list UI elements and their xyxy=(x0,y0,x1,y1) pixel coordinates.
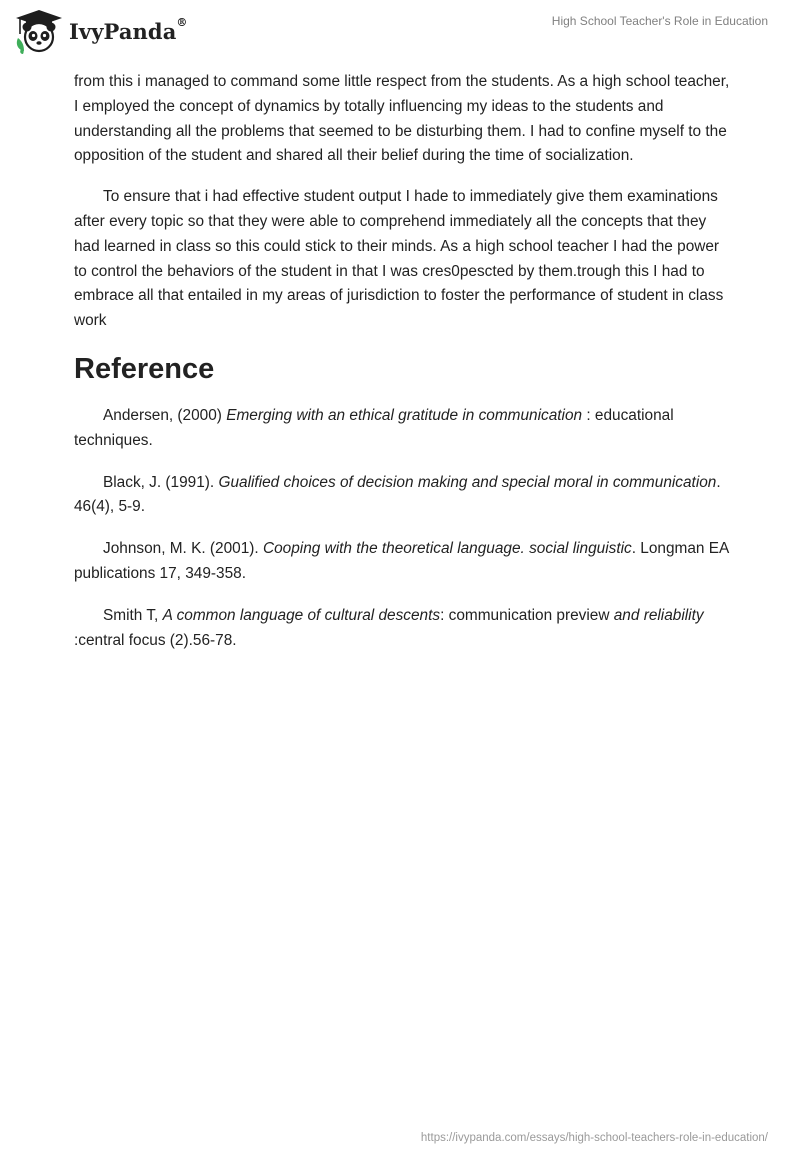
panda-graduation-cap-icon xyxy=(14,8,64,54)
body-paragraph: To ensure that i had effective student output I hade to immediately give them examinations after every topic so that they were able to comprehend immediately all the concepts that they had learned in class so this could stick to their minds. As a high school teacher I had the power to control the behaviors of the student in that I was cres0pescted by them.trough this I had to embrace all that entailed in my areas of jurisdiction to foster the performance of student in class work xyxy=(74,188,724,330)
reference-entry: Smith T, A common language of cultural descents: communication preview and reliability :central focus (2).56-78. xyxy=(74,606,704,649)
document-title: High School Teacher's Role in Education xyxy=(551,14,768,28)
reference-heading: Reference xyxy=(74,352,215,385)
source-url[interactable]: https://ivypanda.com/essays/high-school-teachers-role-in-education/ xyxy=(420,1132,768,1144)
reference-entry: Black, J. (1991). Gualified choices of decision making and special moral in communication. 46(4), 5-9. xyxy=(74,473,721,516)
reference-entry: Johnson, M. K. (2001). Cooping with the theoretical language. social linguistic. Longman EA publications 17, 349-358. xyxy=(74,540,729,582)
essay-content xyxy=(74,70,734,670)
ivypanda-logo[interactable] xyxy=(14,8,188,54)
reference-entry: Andersen, (2000) Emerging with an ethical gratitude in communication : educational techniques. xyxy=(74,406,674,449)
brand-name: IvyPanda® xyxy=(69,15,188,44)
body-paragraph: from this i managed to command some little respect from the students. As a high school teacher, I employed the concept of dynamics by totally influencing my ideas to the students and understanding all the problems that seemed to be disturbing them. I had to confine myself to the opposition of the student and shared all their belief during the time of socialization. xyxy=(74,73,730,165)
page-header xyxy=(0,0,800,66)
registered-mark: ® xyxy=(176,15,188,29)
